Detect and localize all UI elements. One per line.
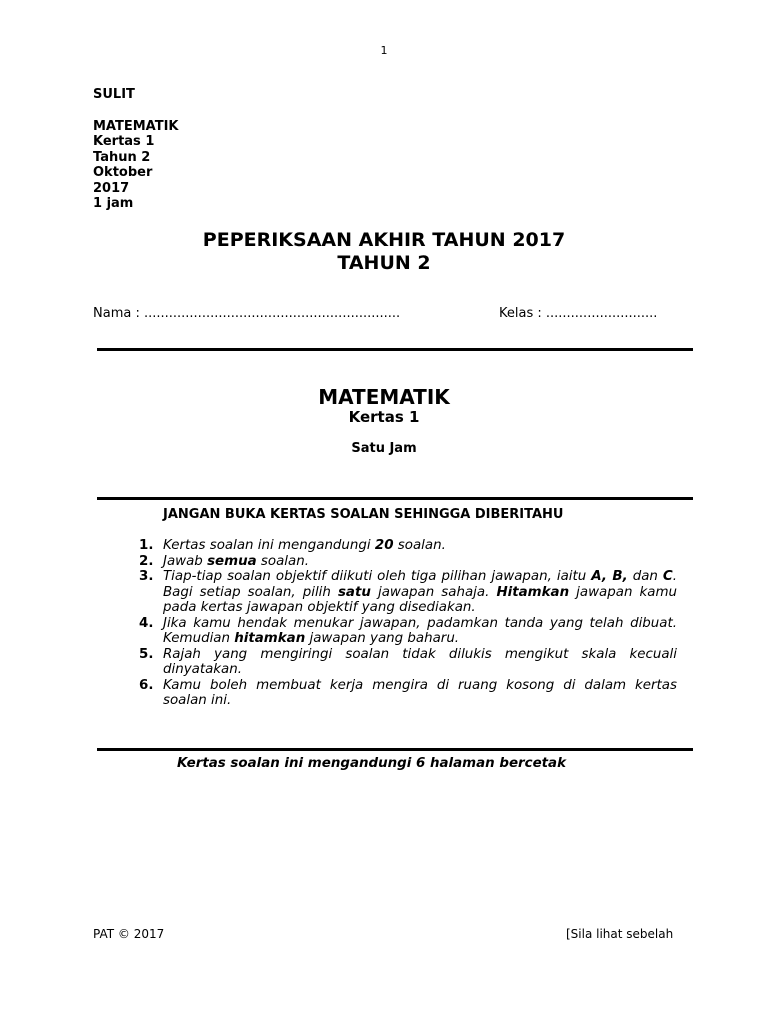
header-month: Oktober — [93, 165, 153, 180]
paper-title: Kertas 1 — [348, 408, 420, 426]
instruction-item — [137, 569, 677, 616]
instruction-item — [137, 678, 677, 709]
class-field: Kelas : ........................... — [499, 306, 658, 321]
divider-rule-1 — [97, 348, 693, 351]
footer-copyright: PAT © 2017 — [93, 927, 165, 941]
header-year: 2017 — [93, 180, 130, 196]
instruction-text: Jika kamu hendak menukar jawapan, padamkan tanda yang telah dibuat. Kemudian hitamkan jawapan yang baharu. — [163, 615, 677, 646]
instruction-number: 4. — [139, 615, 154, 631]
subject-title: MATEMATIK — [318, 385, 450, 409]
divider-rule-2 — [97, 497, 693, 500]
instruction-number: 3. — [139, 569, 154, 584]
instruction-number: 1. — [139, 538, 154, 553]
header-duration: 1 jam — [93, 196, 134, 211]
warning-heading: JANGAN BUKA KERTAS SOALAN SEHINGGA DIBERITAHU — [163, 507, 564, 522]
instruction-text: Kertas soalan ini mengandungi 20 soalan. — [163, 538, 446, 553]
header-year-level: Tahun 2 — [93, 149, 151, 165]
instruction-number: 5. — [139, 646, 154, 662]
instructions-list — [137, 538, 677, 709]
instruction-item — [137, 647, 677, 678]
classification-label: SULIT — [93, 87, 135, 102]
instruction-item — [137, 554, 677, 570]
header-subject: MATEMATIK — [93, 118, 179, 134]
page-number: 1 — [380, 44, 388, 57]
instruction-text: Jawab semua soalan. — [163, 553, 309, 569]
footer-turn-page: [Sila lihat sebelah — [566, 927, 674, 941]
exam-title — [0, 229, 768, 275]
exam-title-line2: TAHUN 2 — [337, 252, 431, 274]
header-paper: Kertas 1 — [93, 134, 155, 149]
instruction-number: 2. — [139, 553, 154, 569]
instruction-text: Kamu boleh membuat kerja mengira di ruang kosong di dalam kertas soalan ini. — [163, 677, 677, 708]
name-field: Nama : .............................................................. — [93, 306, 401, 321]
exam-title-line1: PEPERIKSAAN AKHIR TAHUN 2017 — [202, 229, 566, 251]
instruction-text: Rajah yang mengiringi soalan tidak dilukis mengikut skala kecuali dinyatakan. — [163, 646, 677, 677]
instruction-number: 6. — [139, 677, 154, 693]
divider-rule-3 — [97, 748, 693, 751]
page-count-note: Kertas soalan ini mengandungi 6 halaman bercetak — [177, 756, 567, 771]
duration-label: Satu Jam — [351, 441, 417, 456]
instruction-text: Tiap-tiap soalan objektif diikuti oleh tiga pilihan jawapan, iaitu A, B, dan C. Bagi setiap soalan, pilih satu jawapan sahaja. Hitamkan jawapan kamu pada kertas jawapan objektif yang disediakan. — [163, 569, 678, 615]
instruction-item — [137, 538, 677, 554]
instruction-item — [137, 616, 677, 647]
header-block — [93, 87, 179, 212]
